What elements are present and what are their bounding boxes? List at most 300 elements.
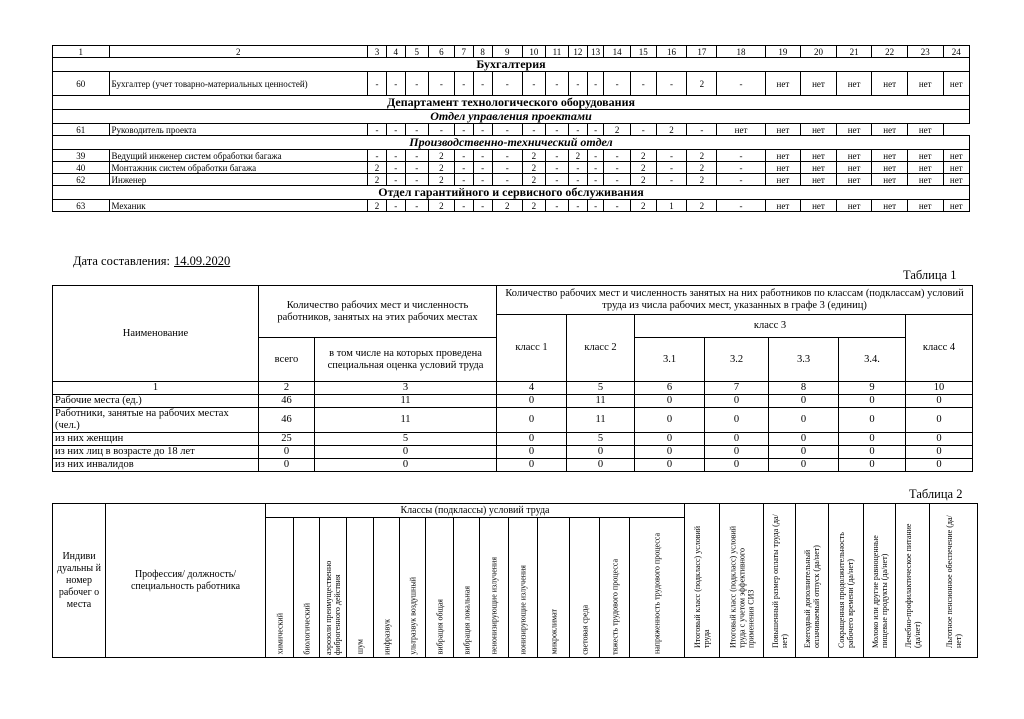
vertical-label: Сокращенная продолжительность рабочего времени (да/нет) [837,531,855,648]
value-cell: нет [765,174,801,186]
value-cell: нет [907,200,943,212]
value-cell: нет [765,150,801,162]
vertical-wrap [428,519,451,657]
value-cell: - [545,72,568,96]
value-cell: 0 [497,395,567,408]
table-row [53,162,970,174]
value-cell: нет [801,162,837,174]
header-extra-column [930,504,978,658]
value-cell: нет [836,200,872,212]
header-classes: Количество рабочих мест и численность занятых на них работников по классам (подклассам) условий труда из числа рабочих мест, указанных в графе 3 (единиц) [497,286,973,315]
value-cell: нет [907,150,943,162]
value-cell: - [454,150,473,162]
value-cell: нет [872,174,908,186]
column-number: 10 [906,382,973,395]
column-number: 7 [705,382,769,395]
column-number: 5 [405,46,428,58]
vertical-wrap [831,512,861,650]
vertical-wrap [376,519,397,657]
value-cell: 0 [839,408,906,433]
row-number: 60 [53,72,110,96]
column-number: 17 [687,46,717,58]
value-cell: 11 [567,395,635,408]
column-number: 12 [568,46,587,58]
value-cell: 2 [522,162,545,174]
value-cell: - [428,124,454,136]
value-cell: 0 [705,433,769,446]
column-number: 23 [907,46,943,58]
vertical-label: тяжесть трудового процесса [610,558,619,655]
row-number: 39 [53,150,110,162]
vertical-label: микроклимат [549,609,558,655]
value-cell: нет [943,150,969,162]
row-number: 63 [53,200,110,212]
value-cell: - [522,72,545,96]
header-3-2: 3.2 [705,338,769,382]
value-cell: 0 [839,433,906,446]
column-number: 11 [545,46,568,58]
column-number: 1 [53,46,110,58]
value-cell: 0 [635,395,705,408]
value-cell: нет [872,162,908,174]
value-cell: нет [872,150,908,162]
value-cell: нет [872,72,908,96]
value-cell: - [386,162,405,174]
value-cell: нет [943,200,969,212]
value-cell: 46 [259,408,315,433]
value-cell: - [473,150,492,162]
section-row [53,96,970,110]
value-cell: нет [836,174,872,186]
subsection-title: Отдел управления проектами [53,110,970,124]
value-cell: 0 [315,446,497,459]
header-factor-column [400,518,426,658]
value-cell: 0 [705,408,769,433]
value-cell: - [454,72,473,96]
header-factor-column [426,518,454,658]
value-cell: - [545,124,568,136]
vertical-label: шум [355,639,365,655]
header-3-4: 3.4. [839,338,906,382]
header-profession: Профессия/ должность/ специальность работника [106,504,266,658]
value-cell: - [568,174,587,186]
value-cell: нет [836,150,872,162]
value-cell: 0 [906,459,973,472]
vertical-label: Льготное пенсионное обеспечение (да/нет) [944,514,963,648]
value-cell: - [492,150,522,162]
value-cell: нет [836,162,872,174]
vertical-label: Итоговый класс (подкласс) условий труда [693,525,711,648]
value-cell: - [473,200,492,212]
column-number: 16 [656,46,686,58]
table-row [53,446,973,459]
value-cell: 0 [635,433,705,446]
value-cell: - [545,150,568,162]
table-row [53,150,970,162]
vertical-label: Итоговый класс (подкласс) условий труда с учетом эффективного применения СИЗ [728,525,755,648]
vertical-wrap [632,519,682,657]
value-cell: - [368,124,387,136]
row-name: из них инвалидов [53,459,259,472]
value-cell: нет [765,72,801,96]
header-extra-column [896,504,930,658]
vertical-wrap [511,519,535,657]
value-cell: нет [765,124,801,136]
value-cell: - [428,72,454,96]
value-cell: 2 [428,150,454,162]
header-factor-column [538,518,570,658]
value-cell: - [454,124,473,136]
value-cell: - [604,72,630,96]
value-cell: 2 [604,124,630,136]
value-cell: - [405,150,428,162]
value-cell: 25 [259,433,315,446]
value-cell: нет [801,200,837,212]
value-cell: 0 [705,459,769,472]
section-title: Бухгалтерия [53,58,970,72]
vertical-label: Ежегодный дополнительный оплачиваемый отпуск (да/нет) [803,544,821,648]
value-cell: нет [717,124,765,136]
header-class3: класс 3 [635,315,906,338]
header-factor-column [570,518,600,658]
value-cell: - [386,72,405,96]
value-cell: 2 [368,174,387,186]
value-cell: 0 [906,433,973,446]
value-cell: - [568,162,587,174]
section-row [53,186,970,200]
header-factor-column [600,518,630,658]
value-cell: - [587,174,604,186]
column-number: 7 [454,46,473,58]
value-cell: 0 [315,459,497,472]
row-number: 61 [53,124,110,136]
value-cell: - [717,162,765,174]
table-row [53,408,973,433]
column-number: 2 [109,46,368,58]
column-number: 3 [315,382,497,395]
row-name: из них лиц в возрасте до 18 лет [53,446,259,459]
vertical-wrap [296,519,317,657]
value-cell: - [656,162,686,174]
value-cell: нет [907,174,943,186]
value-cell: - [656,72,686,96]
value-cell: - [587,150,604,162]
table-row [53,200,970,212]
header-including: в том числе на которых проведена специальная оценка условий труда [315,338,497,382]
vertical-label: световая среда [580,604,589,655]
value-cell: нет [836,124,872,136]
header-conditions-classes: Классы (подклассы) условий труда [266,504,685,518]
vertical-wrap [687,512,717,650]
value-cell: 0 [906,408,973,433]
column-number: 4 [497,382,567,395]
value-cell: 2 [522,200,545,212]
workplace-table-body [53,46,970,212]
value-cell: нет [836,72,872,96]
vertical-wrap [932,512,975,650]
value-cell: 5 [567,433,635,446]
column-number: 8 [473,46,492,58]
column-number: 24 [943,46,969,58]
value-cell: 0 [906,395,973,408]
value-cell: - [630,124,656,136]
column-number: 9 [839,382,906,395]
value-cell: 11 [315,408,497,433]
column-number: 10 [522,46,545,58]
header-3-1: 3.1 [635,338,705,382]
vertical-wrap [898,512,927,650]
value-cell: - [386,124,405,136]
value-cell: - [492,174,522,186]
column-numbers-row [53,46,970,58]
vertical-label: ионизирующие излучения [518,565,528,655]
value-cell: 0 [906,446,973,459]
column-number: 9 [492,46,522,58]
vertical-label: химический [275,613,284,655]
header-factor-column [509,518,538,658]
value-cell: - [473,162,492,174]
header-extra-column [829,504,864,658]
vertical-wrap [482,519,506,657]
section-row [53,58,970,72]
position-name: Механик [109,200,368,212]
value-cell: нет [943,72,969,96]
value-cell: 1 [656,200,686,212]
value-cell: нет [872,124,908,136]
value-cell: 2 [368,200,387,212]
date-compiled [73,254,230,269]
value-cell: - [568,72,587,96]
header-class4: класс 4 [906,315,973,382]
column-number: 22 [872,46,908,58]
row-name: из них женщин [53,433,259,446]
value-cell: - [717,150,765,162]
value-cell: 11 [567,408,635,433]
column-number: 18 [717,46,765,58]
value-cell: нет [801,174,837,186]
column-number: 19 [765,46,801,58]
table-row [53,395,973,408]
column-number: 4 [386,46,405,58]
column-number: 5 [567,382,635,395]
header-count: Количество рабочих мест и численность работников, занятых на этих рабочих местах [259,286,497,338]
vertical-wrap [540,519,567,657]
value-cell: 2 [630,162,656,174]
value-cell: 2 [687,72,717,96]
header-factor-column [630,518,685,658]
vertical-label: напряженность трудового процесса [652,533,662,655]
value-cell: 2 [522,174,545,186]
row-number: 40 [53,162,110,174]
column-number: 6 [635,382,705,395]
subsection-row [53,110,970,124]
value-cell: - [405,174,428,186]
header-extra-column [764,504,796,658]
table-row [53,124,970,136]
value-cell: - [587,162,604,174]
column-numbers-row [53,382,973,395]
value-cell: - [454,162,473,174]
value-cell: 46 [259,395,315,408]
value-cell: - [454,200,473,212]
table1-caption: Таблица 1 [903,268,957,282]
value-cell: - [386,200,405,212]
position-name: Руководитель проекта [109,124,368,136]
value-cell: - [368,150,387,162]
value-cell: - [405,200,428,212]
value-cell: 2 [522,150,545,162]
vertical-label: инфразвук [382,618,391,655]
row-number: 62 [53,174,110,186]
value-cell: нет [907,124,943,136]
column-number: 14 [604,46,630,58]
value-cell: - [687,124,717,136]
subsection-title: Производственно-технический отдел [53,136,970,150]
value-cell: нет [907,162,943,174]
value-cell: 0 [635,459,705,472]
column-number: 21 [836,46,872,58]
value-cell: - [405,124,428,136]
header-factor-column [374,518,400,658]
value-cell: 5 [315,433,497,446]
value-cell: нет [765,162,801,174]
value-cell: нет [801,124,837,136]
value-cell: - [587,200,604,212]
header-workplace-id: Индиви дуальны й номер рабочег о места [53,504,106,658]
value-cell: - [545,174,568,186]
value-cell: 0 [769,395,839,408]
value-cell: нет [943,174,969,186]
position-name: Бухгалтер (учет товарно-материальных ценностей) [109,72,368,96]
table-row [53,174,970,186]
value-cell: 0 [497,408,567,433]
value-cell: - [587,72,604,96]
value-cell: - [405,72,428,96]
value-cell: - [473,72,492,96]
value-cell: - [492,162,522,174]
section-title: Департамент технологического оборудования [53,96,970,110]
value-cell: 2 [428,162,454,174]
table-row [53,72,970,96]
row-name: Рабочие места (ед.) [53,395,259,408]
header-factor-column [294,518,320,658]
value-cell: 0 [769,433,839,446]
header-factor-column [454,518,480,658]
column-number: 8 [769,382,839,395]
value-cell: - [587,124,604,136]
value-cell: - [630,72,656,96]
value-cell: 0 [839,395,906,408]
value-cell: - [717,174,765,186]
vertical-label: Молоко или другие равноценные пищевые продукты (да/нет) [870,534,889,648]
vertical-label: биологический [302,602,311,655]
summary-table [52,285,973,472]
value-cell: 2 [630,200,656,212]
vertical-wrap [456,519,477,657]
vertical-label: Повышенный размер оплаты труда (да/нет) [770,513,789,648]
value-cell: 2 [630,174,656,186]
value-cell: - [717,200,765,212]
value-cell: - [604,174,630,186]
date-value: 14.09.2020 [174,254,231,268]
value-cell: 2 [687,162,717,174]
section-title: Отдел гарантийного и сервисного обслуживания [53,186,970,200]
vertical-wrap [602,519,627,657]
summary-table-body [53,382,973,472]
column-number: 15 [630,46,656,58]
value-cell: 0 [769,446,839,459]
vertical-label: Лечебно-профилактическое питание (да/нет) [903,523,922,648]
value-cell: 0 [769,459,839,472]
vertical-wrap [268,519,291,657]
value-cell: - [492,72,522,96]
value-cell: 2 [687,174,717,186]
vertical-wrap [766,512,793,650]
workplace-table-continuation [52,45,970,212]
vertical-wrap [322,519,344,657]
vertical-wrap [572,519,597,657]
vertical-wrap [798,512,826,650]
value-cell: - [656,174,686,186]
vertical-wrap [402,519,423,657]
header-extra-column [864,504,896,658]
value-cell: - [405,162,428,174]
value-cell: 0 [497,459,567,472]
subsection-row [53,136,970,150]
column-number: 3 [368,46,387,58]
header-name: Наименование [53,286,259,382]
table-row [53,459,973,472]
vertical-label: неионизирующие излучения [489,557,499,655]
value-cell: 0 [497,433,567,446]
vertical-wrap [349,519,371,657]
value-cell: - [604,150,630,162]
value-cell: - [604,200,630,212]
value-cell: 2 [428,174,454,186]
value-cell: 0 [259,446,315,459]
value-cell: 0 [567,446,635,459]
value-cell: 11 [315,395,497,408]
column-number: 20 [801,46,837,58]
value-cell: - [473,124,492,136]
vertical-label: аэрозоли преимущественно фиброгенного действия [324,560,342,655]
value-cell: нет [765,200,801,212]
value-cell: - [454,174,473,186]
value-cell: - [386,174,405,186]
position-name: Монтажник систем обработки багажа [109,162,368,174]
vertical-wrap [866,512,893,650]
header-class1: класс 1 [497,315,567,382]
value-cell: 2 [428,200,454,212]
value-cell: 0 [567,459,635,472]
position-name: Ведущий инженер систем обработки багажа [109,150,368,162]
value-cell: - [522,124,545,136]
value-cell: 0 [635,446,705,459]
header-extra-column [685,504,720,658]
header-extra-column [796,504,829,658]
value-cell: 0 [705,395,769,408]
value-cell: - [545,162,568,174]
value-cell: 0 [705,446,769,459]
value-cell: 2 [492,200,522,212]
header-factor-column [480,518,509,658]
value-cell: 0 [635,408,705,433]
value-cell: - [545,200,568,212]
header-factor-column [347,518,374,658]
vertical-label: вибрация локальная [462,586,471,655]
value-cell: 0 [839,459,906,472]
value-cell: 2 [687,150,717,162]
